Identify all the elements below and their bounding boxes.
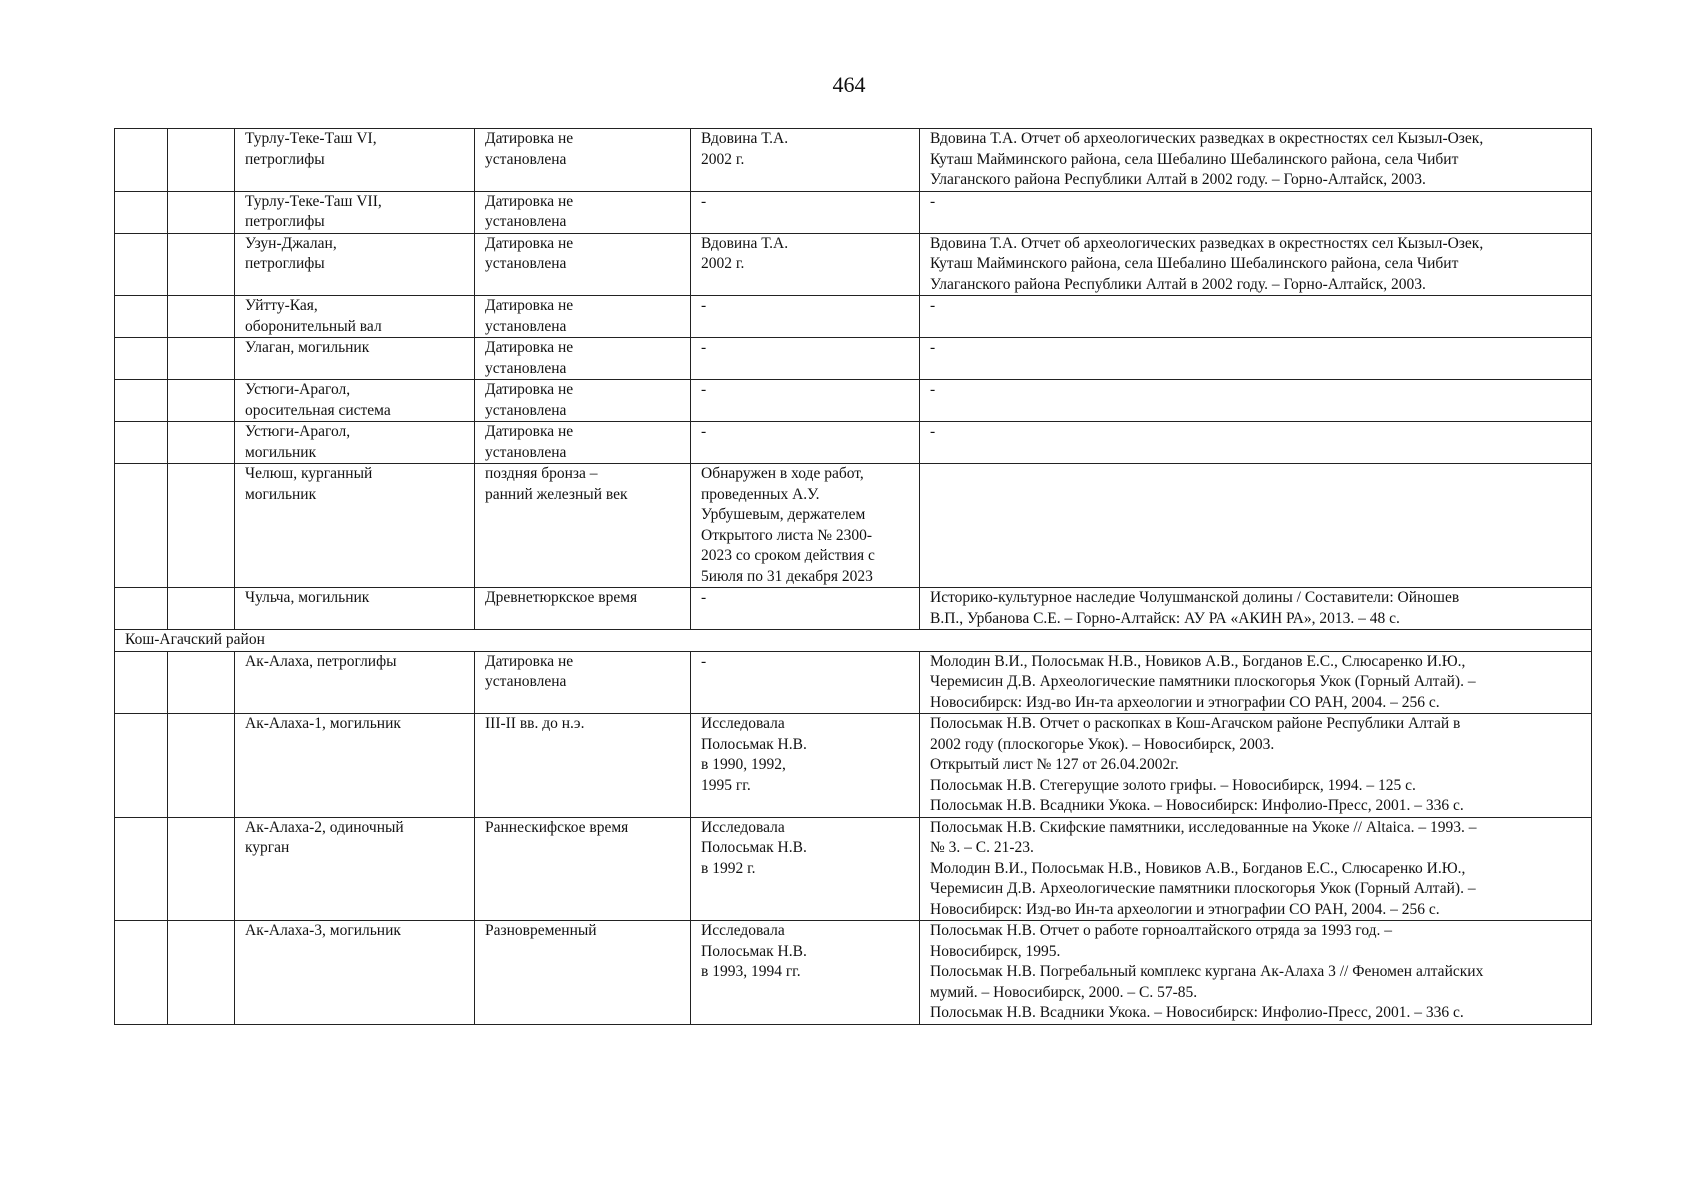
table-body-upper	[115, 129, 1592, 630]
dating-cell	[475, 588, 691, 630]
site-name-line: Устюги-Арагол,	[245, 381, 351, 398]
site-name-cell	[235, 588, 475, 630]
site-name-line: Уйтту-Кая,	[245, 297, 318, 314]
site-name-line: Ак-Алаха-1, могильник	[245, 715, 401, 732]
sources-line: Улаганского района Республики Алтай в 2002 году. – Горно-Алтайск, 2003.	[930, 171, 1426, 188]
sources-line: Полосьмак Н.В. Отчет о работе горноалтайского отряда за 1993 год. –	[930, 922, 1393, 939]
table-row	[115, 380, 1592, 422]
number-cell	[115, 380, 168, 422]
research-cell	[691, 338, 920, 380]
code-cell	[168, 651, 235, 714]
dating-line: установлена	[485, 317, 567, 335]
sources-line: Молодин В.И., Полосьмак Н.В., Новиков А.В., Богданов Е.С., Слюсаренко И.Ю.,	[930, 652, 1466, 670]
research-cell	[691, 191, 920, 233]
code-cell	[168, 817, 235, 921]
site-name-line: могильник	[245, 485, 317, 503]
research-line: -	[701, 652, 707, 670]
sources-cell	[920, 651, 1592, 714]
sources-line: -	[930, 423, 936, 440]
table-row	[115, 422, 1592, 464]
sources-line: 2002 году (плоскогорье Укок). – Новосибирск, 2003.	[930, 735, 1275, 753]
dating-line: Датировка не	[485, 297, 574, 314]
research-line: -	[701, 192, 707, 210]
research-line: -	[701, 339, 707, 356]
site-name-line: могильник	[245, 443, 317, 461]
dating-line: Датировка не	[485, 652, 574, 670]
code-cell	[168, 714, 235, 818]
number-cell	[115, 817, 168, 921]
number-cell	[115, 464, 168, 588]
site-name-line: Чульча, могильник	[245, 589, 370, 606]
sources-cell	[920, 380, 1592, 422]
research-cell	[691, 296, 920, 338]
dating-cell	[475, 817, 691, 921]
sources-line: Полосьмак Н.В. Скифские памятники, исследованные на Укоке // Altaica. – 1993. –	[930, 818, 1477, 836]
research-line: -	[701, 589, 707, 606]
number-cell	[115, 129, 168, 192]
code-cell	[168, 422, 235, 464]
dating-line: Раннескифское время	[485, 818, 629, 836]
dating-cell	[475, 380, 691, 422]
table-row	[115, 588, 1592, 630]
code-cell	[168, 233, 235, 296]
site-name-line: оборонительный вал	[245, 317, 382, 335]
research-line: 5июля по 31 декабря 2023	[701, 567, 873, 585]
research-cell	[691, 921, 920, 1025]
section-header-body	[115, 630, 1592, 652]
code-cell	[168, 380, 235, 422]
dating-line: установлена	[485, 150, 567, 168]
site-name-line: петроглифы	[245, 255, 325, 272]
research-line: 2023 со сроком действия с	[701, 547, 875, 564]
table-row	[115, 714, 1592, 818]
sources-cell	[920, 817, 1592, 921]
dating-line: поздняя бронза –	[485, 465, 598, 482]
site-name-cell	[235, 921, 475, 1025]
code-cell	[168, 296, 235, 338]
site-name-cell	[235, 464, 475, 588]
site-name-line: Турлу-Теке-Таш VI,	[245, 130, 377, 147]
sources-line: Полосьмак Н.В. Всадники Укока. – Новосибирск: Инфолио-Пресс, 2001. – 336 с.	[930, 797, 1464, 814]
site-name-line: Челюш, курганный	[245, 465, 373, 482]
table-row	[115, 233, 1592, 296]
code-cell	[168, 464, 235, 588]
site-name-line: Ак-Алаха-3, могильник	[245, 922, 401, 939]
research-cell	[691, 714, 920, 818]
table-body-lower	[115, 651, 1592, 1024]
number-cell	[115, 422, 168, 464]
sources-line: Черемисин Д.В. Археологические памятники плоскогорья Укок (Горный Алтай). –	[930, 673, 1476, 690]
site-name-line: петроглифы	[245, 150, 325, 168]
research-line: Обнаружен в ходе работ,	[701, 465, 864, 482]
site-name-cell	[235, 338, 475, 380]
site-name-cell	[235, 714, 475, 818]
dating-line: Разновременный	[485, 922, 597, 939]
site-name-cell	[235, 233, 475, 296]
sources-line: -	[930, 381, 936, 398]
research-line: Исследовала	[701, 715, 785, 732]
dating-line: установлена	[485, 401, 567, 419]
research-cell	[691, 129, 920, 192]
research-cell	[691, 588, 920, 630]
research-line: Вдовина Т.А.	[701, 130, 789, 147]
research-cell	[691, 422, 920, 464]
site-name-line: Ак-Алаха, петроглифы	[245, 652, 397, 670]
sources-cell	[920, 296, 1592, 338]
sources-line: мумий. – Новосибирск, 2000. – С. 57-85.	[930, 983, 1198, 1001]
site-name-cell	[235, 296, 475, 338]
dating-line: установлена	[485, 673, 567, 690]
research-line: Исследовала	[701, 818, 785, 836]
dating-line: установлена	[485, 255, 567, 272]
site-name-cell	[235, 817, 475, 921]
research-line: Открытого листа № 2300-	[701, 526, 873, 544]
dating-cell	[475, 191, 691, 233]
section-row	[115, 630, 1592, 652]
dating-line: установлена	[485, 443, 567, 461]
table-row	[115, 464, 1592, 588]
sources-line: Черемисин Д.В. Археологические памятники плоскогорья Укок (Горный Алтай). –	[930, 880, 1476, 897]
table-row	[115, 817, 1592, 921]
sources-line: -	[930, 339, 936, 356]
code-cell	[168, 921, 235, 1025]
dating-line: Датировка не	[485, 381, 574, 398]
dating-line: Датировка не	[485, 192, 574, 210]
dating-cell	[475, 422, 691, 464]
sources-line: Полосьмак Н.В. Всадники Укока. – Новосибирск: Инфолио-Пресс, 2001. – 336 с.	[930, 1004, 1464, 1021]
table-row	[115, 191, 1592, 233]
site-name-line: Улаган, могильник	[245, 339, 370, 356]
sources-line: Вдовина Т.А. Отчет об археологических разведках в окрестностях сел Кызыл-Озек,	[930, 130, 1484, 147]
research-line: в 1990, 1992,	[701, 756, 786, 773]
research-line: -	[701, 381, 707, 398]
code-cell	[168, 588, 235, 630]
site-name-cell	[235, 380, 475, 422]
site-name-cell	[235, 422, 475, 464]
page-number: 464	[832, 72, 866, 97]
dating-line: ранний железный век	[485, 485, 628, 503]
site-name-line: оросительная система	[245, 401, 391, 419]
research-line: Полосьмак Н.В.	[701, 942, 807, 960]
table-row	[115, 129, 1592, 192]
site-name-line: Узун-Джалан,	[245, 234, 337, 252]
number-cell	[115, 714, 168, 818]
sources-line: -	[930, 297, 936, 314]
dating-line: установлена	[485, 213, 567, 230]
sources-cell	[920, 588, 1592, 630]
site-name-line: Устюги-Арагол,	[245, 423, 351, 440]
sources-cell	[920, 714, 1592, 818]
dating-cell	[475, 296, 691, 338]
code-cell	[168, 129, 235, 192]
number-cell	[115, 338, 168, 380]
research-cell	[691, 380, 920, 422]
dating-line: Датировка не	[485, 339, 574, 356]
code-cell	[168, 338, 235, 380]
research-line: Урбушевым, держателем	[701, 506, 866, 523]
dating-line: Датировка не	[485, 423, 574, 440]
site-name-line: курган	[245, 839, 290, 856]
sources-cell	[920, 129, 1592, 192]
dating-line: установлена	[485, 359, 567, 377]
sources-line: Открытый лист № 127 от 26.04.2002г.	[930, 756, 1179, 773]
table-row	[115, 296, 1592, 338]
sources-cell	[920, 422, 1592, 464]
research-cell	[691, 464, 920, 588]
research-line: Полосьмак Н.В.	[701, 735, 807, 753]
dating-line: III-II вв. до н.э.	[485, 715, 585, 732]
research-line: Полосьмак Н.В.	[701, 839, 807, 856]
dating-cell	[475, 129, 691, 192]
dating-cell	[475, 338, 691, 380]
research-line: в 1992 г.	[701, 859, 756, 877]
table-row	[115, 651, 1592, 714]
site-name-line: петроглифы	[245, 213, 325, 230]
dating-cell	[475, 714, 691, 818]
dating-line: Датировка не	[485, 234, 574, 252]
sources-line: Полосьмак Н.В. Погребальный комплекс кургана Ак-Алаха 3 // Феномен алтайских	[930, 963, 1484, 980]
dating-cell	[475, 921, 691, 1025]
research-line: -	[701, 297, 707, 314]
dating-line: Датировка не	[485, 130, 574, 147]
number-cell	[115, 588, 168, 630]
research-line: -	[701, 423, 707, 440]
heritage-registry-table	[114, 128, 1592, 1025]
research-cell	[691, 651, 920, 714]
table-row	[115, 921, 1592, 1025]
number-cell	[115, 651, 168, 714]
research-cell	[691, 233, 920, 296]
site-name-line: Турлу-Теке-Таш VII,	[245, 192, 382, 210]
table-row	[115, 338, 1592, 380]
sources-line: Вдовина Т.А. Отчет об археологических разведках в окрестностях сел Кызыл-Озек,	[930, 234, 1484, 252]
site-name-cell	[235, 651, 475, 714]
research-line: в 1993, 1994 гг.	[701, 963, 801, 980]
sources-line: В.П., Урбанова С.Е. – Горно-Алтайск: АУ РА «АКИН РА», 2013. – 48 с.	[930, 609, 1400, 627]
sources-cell	[920, 464, 1592, 588]
dating-line: Древнетюркское время	[485, 589, 638, 606]
research-line: 1995 гг.	[701, 776, 751, 794]
sources-cell	[920, 191, 1592, 233]
number-cell	[115, 233, 168, 296]
number-cell	[115, 921, 168, 1025]
research-line: 2002 г.	[701, 150, 745, 168]
number-cell	[115, 296, 168, 338]
sources-line: Полосьмак Н.В. Отчет о раскопках в Кош-Агачском районе Республики Алтай в	[930, 715, 1461, 732]
research-line: проведенных А.У.	[701, 485, 820, 503]
sources-line: Историко-культурное наследие Чолушманской долины / Составители: Ойношев	[930, 589, 1460, 606]
sources-line: № 3. – С. 21-23.	[930, 839, 1034, 856]
research-line: 2002 г.	[701, 255, 745, 272]
sources-line: Новосибирск: Изд-во Ин-та археологии и этнографии СО РАН, 2004. – 256 с.	[930, 693, 1440, 711]
sources-cell	[920, 233, 1592, 296]
sources-cell	[920, 338, 1592, 380]
site-name-line: Ак-Алаха-2, одиночный	[245, 818, 404, 836]
dating-cell	[475, 651, 691, 714]
number-cell	[115, 191, 168, 233]
sources-line: Улаганского района Республики Алтай в 2002 году. – Горно-Алтайск, 2003.	[930, 275, 1426, 293]
section-title: Кош-Агачский район	[115, 630, 1592, 652]
site-name-cell	[235, 191, 475, 233]
sources-line: Молодин В.И., Полосьмак Н.В., Новиков А.В., Богданов Е.С., Слюсаренко И.Ю.,	[930, 859, 1466, 877]
sources-cell	[920, 921, 1592, 1025]
sources-line: Новосибирск, 1995.	[930, 942, 1061, 960]
dating-cell	[475, 233, 691, 296]
research-line: Вдовина Т.А.	[701, 234, 789, 252]
sources-line: Новосибирск: Изд-во Ин-та археологии и этнографии СО РАН, 2004. – 256 с.	[930, 900, 1440, 918]
research-line: Исследовала	[701, 922, 785, 939]
sources-line: Полосьмак Н.В. Стегерущие золото грифы. – Новосибирск, 1994. – 125 с.	[930, 776, 1416, 794]
research-cell	[691, 817, 920, 921]
sources-line: -	[930, 192, 936, 210]
site-name-cell	[235, 129, 475, 192]
dating-cell	[475, 464, 691, 588]
sources-line: Куташ Майминского района, села Шебалино Шебалинского района, села Чибит	[930, 255, 1459, 272]
code-cell	[168, 191, 235, 233]
sources-line: Куташ Майминского района, села Шебалино Шебалинского района, села Чибит	[930, 150, 1459, 168]
